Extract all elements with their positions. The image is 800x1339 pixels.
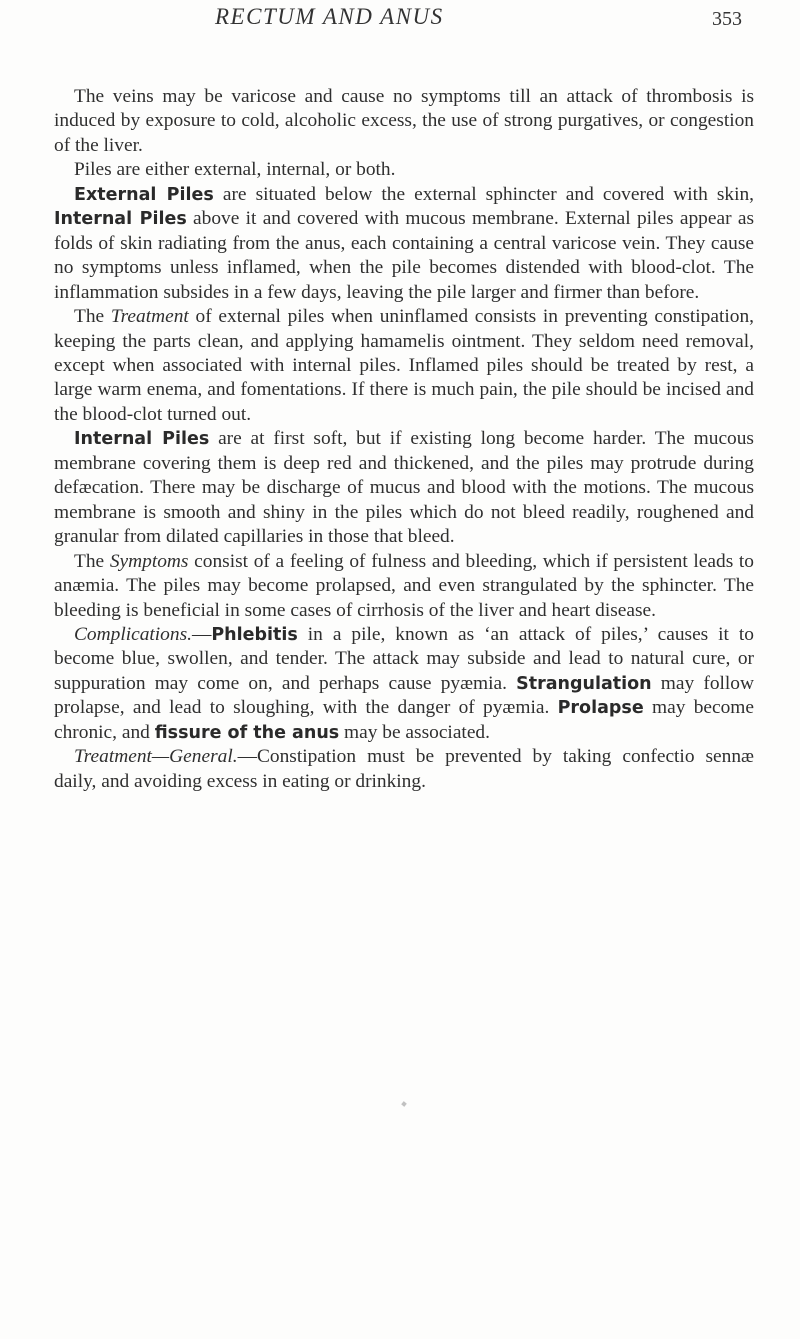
paragraph-text: are at first soft, but if existing long become harder. The mucous membrane covering them is deep red and thickened, and the piles may protrude during defæcation. There may be discharge of mucus and blood with the motions. The mucous membrane is smooth and shiny in the piles which do not bleed readily, roughened and granular from dilated capillaries in those that bleed. bbox=[54, 428, 754, 548]
paragraph-veins bbox=[54, 85, 754, 158]
running-head-title: RECTUM AND ANUS bbox=[215, 4, 444, 29]
paragraph-treatment-external bbox=[54, 305, 754, 427]
paragraph-text: consist of a feeling of fulness and bleeding, which if persistent leads to anæmia. The piles may become prolapsed, and even strangulated by the sphincter. The bleeding is beneficial in some cases of cirrhosis of the liver and heart disease. bbox=[54, 550, 755, 621]
paragraph-piles-types bbox=[54, 158, 754, 182]
term-phlebitis: Phlebitis bbox=[211, 624, 298, 645]
body-text bbox=[54, 85, 754, 794]
paragraph-text: may follow prolapse, and lead to sloughing, with the danger of pyæmia. bbox=[54, 672, 754, 719]
paragraph-text: —Constipation must be prevented by taking confectio sennæ daily, and avoiding excess in eating or drinking. bbox=[54, 746, 754, 792]
term-fissure-of-the-anus: fissure of the anus bbox=[154, 722, 340, 743]
paragraph-text: The bbox=[74, 550, 110, 572]
heading-complications: Complications. bbox=[74, 623, 192, 645]
paragraph-text: may become chronic, and bbox=[54, 697, 754, 743]
paragraph-complications bbox=[54, 623, 754, 745]
paragraph-text: in a pile, known as ‘an attack of piles,’ causes it to become blue, swollen, and tender. The attack may subside and lead to natural cure, or suppuration may come on, and perhaps cause pyæmia. bbox=[54, 623, 754, 694]
paragraph-text: Piles are either external, internal, or both. bbox=[74, 159, 396, 181]
em-dash: — bbox=[191, 623, 212, 645]
paragraph-symptoms bbox=[54, 550, 754, 623]
paragraph-text: are situated below the external sphincter and covered with skin, bbox=[213, 183, 755, 205]
heading-treatment: Treatment bbox=[110, 306, 189, 328]
term-strangulation: Strangulation bbox=[516, 673, 652, 694]
heading-symptoms: Symptoms bbox=[109, 550, 189, 572]
heading-treatment-general: Treatment—General. bbox=[74, 746, 238, 768]
paragraph-text: The bbox=[74, 306, 111, 328]
heading-internal-piles-inline: Internal Piles bbox=[54, 209, 187, 230]
paragraph-text: The veins may be varicose and cause no symptoms till an attack of thrombosis is induced by exposure to cold, alcoholic excess, the use of strong purgatives, or congestion of the liver. bbox=[54, 86, 754, 156]
paragraph-text: may be associated. bbox=[339, 721, 490, 743]
paragraph-internal-piles bbox=[54, 427, 754, 549]
heading-external-piles: External Piles bbox=[74, 184, 214, 205]
paragraph-text: above it and covered with mucous membrane. External piles appear as folds of skin radiating from the anus, each containing a central varicose vein. They cause no symptoms unless inflamed, when the pile becomes distended with blood-clot. The inflammation subsides in a few days, leaving the pile larger and firmer than before. bbox=[54, 208, 754, 303]
print-speck bbox=[401, 1101, 407, 1107]
page-number: 353 bbox=[712, 8, 742, 30]
heading-internal-piles: Internal Piles bbox=[74, 429, 210, 450]
paragraph-treatment-general bbox=[54, 745, 754, 794]
paragraph-external-piles bbox=[54, 183, 754, 305]
paragraph-text: of external piles when uninflamed consists in preventing constipation, keeping the parts clean, and applying hamamelis ointment. They seldom need removal, except when associated with internal piles. Inflamed piles should be treated by rest, a large warm enema, and fomentations. If there is much pain, the pile should be incised and the blood-clot turned out. bbox=[54, 306, 755, 425]
term-prolapse: Prolapse bbox=[557, 698, 644, 719]
